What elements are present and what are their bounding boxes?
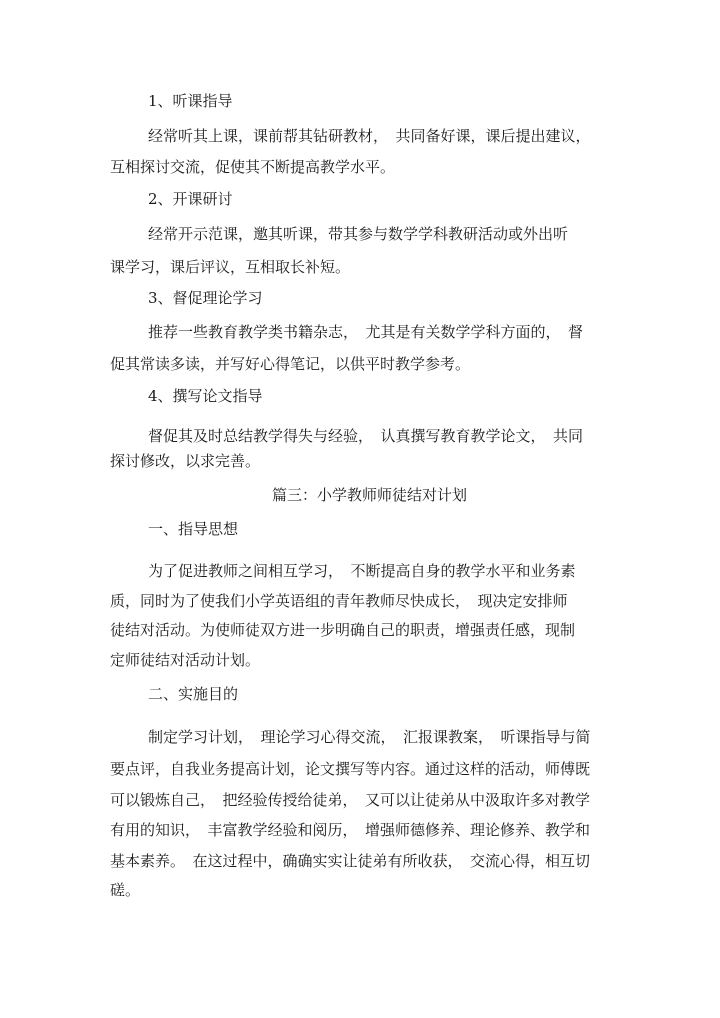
- part-1-line-4: 定师徒结对活动计划。: [110, 651, 261, 669]
- part-heading-2: 二、实施目的: [148, 685, 239, 703]
- part-2-line-5: 基本素养。 在这过程中，确确实实让徒弟有所收获， 交流心得，相互切: [110, 852, 591, 870]
- part-1-line-3: 徒结对活动。为使师徒双方进一步明确自己的职责，增强责任感，现制: [110, 621, 576, 639]
- section-heading-3: 3、督促理论学习: [148, 289, 263, 307]
- section-3-line-2: 促其常读多读，并写好心得笔记，以供平时教学参考。: [110, 355, 471, 373]
- part-2-line-4: 有用的知识， 丰富教学经验和阅历， 增强师德修养、理论修养、教学和: [110, 821, 591, 839]
- section-4-line-1: 督促其及时总结教学得失与经验， 认真撰写教育教学论文， 共同: [148, 427, 584, 445]
- part-2-line-3: 可以锻炼自己， 把经验传授给徒弟， 又可以让徒弟从中汲取许多对教学: [110, 791, 591, 809]
- section-1-line-1: 经常听其上课，课前帮其钻研教材， 共同备好课，课后提出建议，: [148, 127, 591, 145]
- part-1-line-1: 为了促进教师之间相互学习， 不断提高自身的教学水平和业务素: [148, 562, 576, 580]
- section-4-line-2: 探讨修改，以求完善。: [110, 452, 261, 470]
- part-1-line-2: 质，同时为了使我们小学英语组的青年教师尽快成长， 现决定安排师: [110, 592, 568, 610]
- part-heading-1: 一、指导思想: [148, 520, 239, 538]
- section-2-line-2: 课学习，课后评议，互相取长补短。: [110, 258, 351, 276]
- section-heading-1: 1、听课指导: [148, 92, 233, 110]
- section-2-line-1: 经常开示范课，邀其听课，带其参与数学学科教研活动或外出听: [148, 225, 569, 243]
- part-2-line-6: 磋。: [110, 881, 141, 899]
- part-2-line-1: 制定学习计划， 理论学习心得交流， 汇报课教案， 听课指导与简: [148, 728, 591, 746]
- article-title: 篇三：小学教师师徒结对计划: [272, 486, 468, 504]
- part-2-line-2: 要点评，自我业务提高计划，论文撰写等内容。通过这样的活动，师傅既: [110, 760, 591, 778]
- section-heading-2: 2、开课研讨: [148, 190, 233, 208]
- section-1-line-2: 互相探讨交流，促使其不断提高教学水平。: [110, 158, 396, 176]
- section-heading-4: 4、撰写论文指导: [148, 387, 263, 405]
- section-3-line-1: 推荐一些教育教学类书籍杂志， 尤其是有关数学学科方面的， 督: [148, 323, 584, 341]
